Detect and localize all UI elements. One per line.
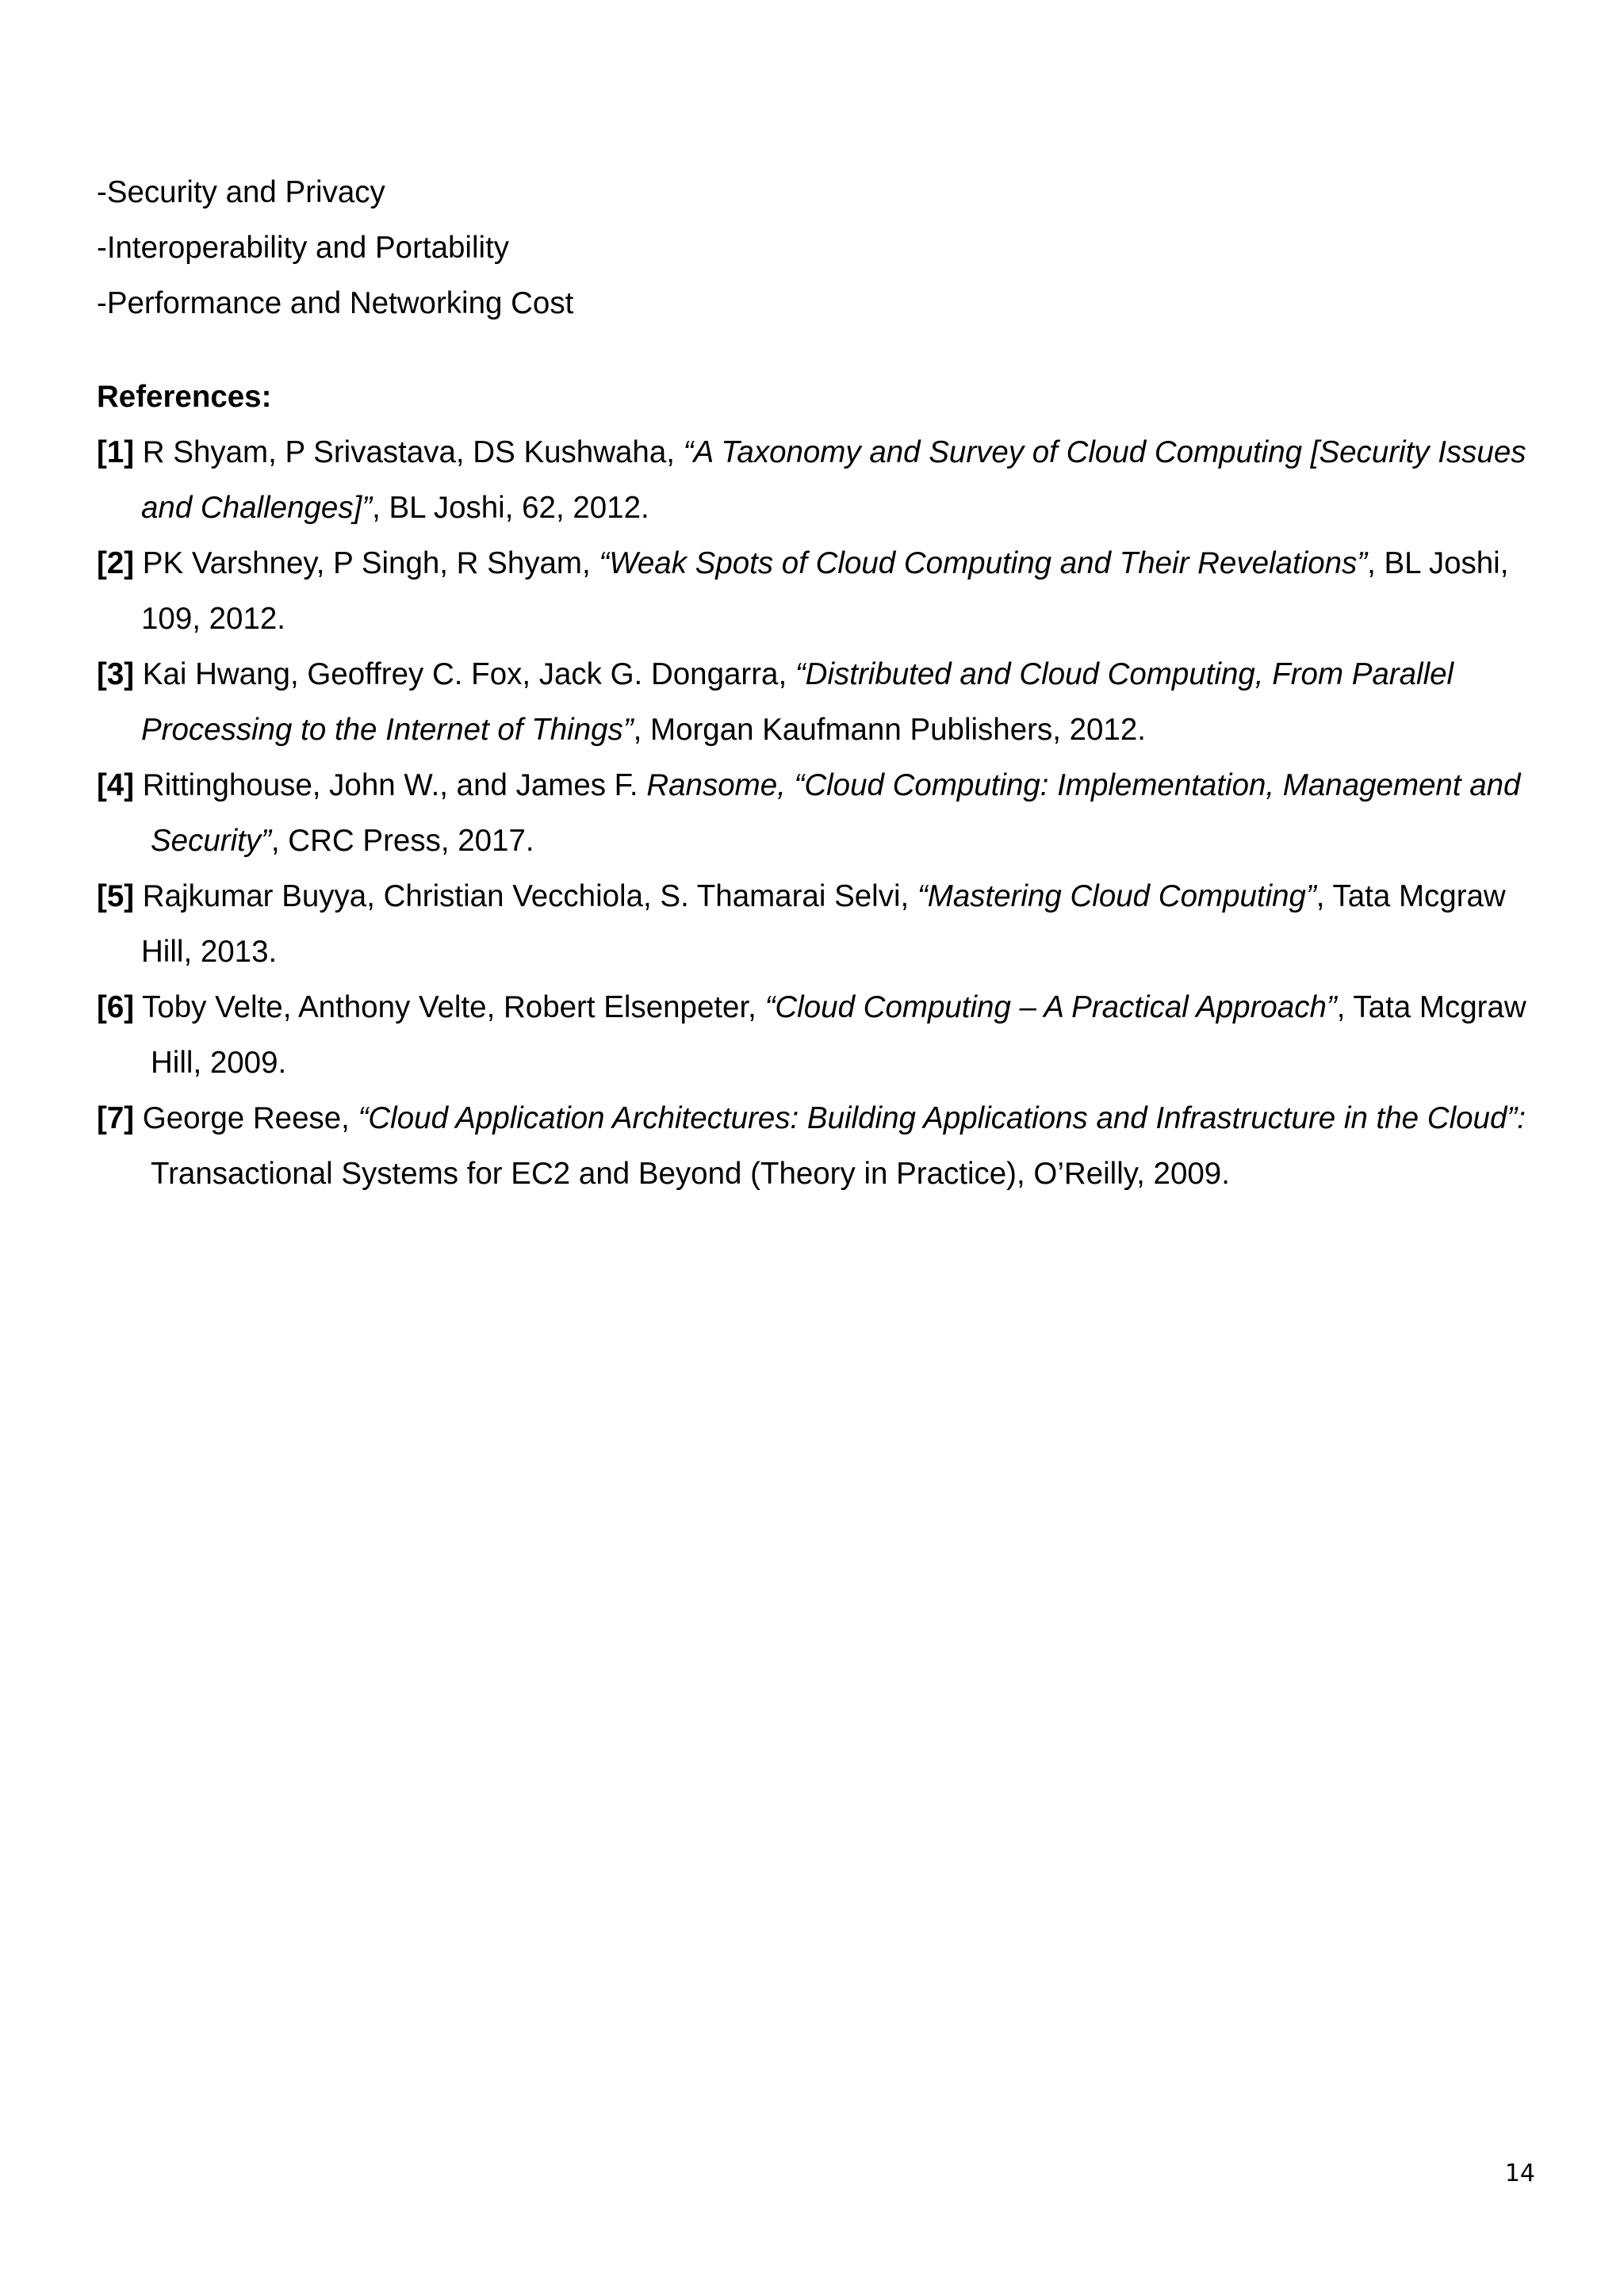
reference-authors: R Shyam, P Srivastava, DS Kushwaha, (134, 435, 684, 469)
reference-number: [1] (97, 435, 135, 469)
references-heading: References: (97, 380, 272, 414)
reference-source: , BL Joshi, 109, 2012. (141, 546, 1509, 636)
reference-item (97, 869, 1548, 980)
reference-authors: George Reese, (134, 1101, 358, 1135)
reference-number: [6] (97, 990, 135, 1024)
reference-source: , BL Joshi, 62, 2012. (372, 491, 649, 525)
reference-source: , Tata Mcgraw Hill, 2009. (151, 990, 1526, 1080)
page-number: 14 (1504, 2160, 1535, 2187)
reference-title: “A Taxonomy and Survey of Cloud Computing [Security Issues and Challenges]” (141, 435, 1526, 525)
reference-item (97, 647, 1548, 758)
reference-source: Transactional Systems for EC2 and Beyond (Theory in Practice), O’Reilly, 2009. (151, 1157, 1230, 1191)
reference-title: “Cloud Computing – A Practical Approach” (764, 990, 1337, 1024)
reference-number: [3] (97, 657, 135, 691)
reference-number: [4] (97, 768, 135, 802)
list-item: -Security and Privacy (97, 175, 385, 209)
reference-number: [7] (97, 1101, 135, 1135)
reference-title: “Mastering Cloud Computing” (917, 879, 1316, 913)
reference-title: “Cloud Application Architectures: Building Applications and Infrastructure in the Cloud”: (358, 1101, 1526, 1135)
reference-item (97, 758, 1548, 869)
reference-authors: Toby Velte, Anthony Velte, Robert Elsenpeter, (134, 990, 765, 1024)
page-content (97, 165, 1548, 1202)
references-list (97, 425, 1548, 1202)
reference-title: Ransome, “Cloud Computing: Implementation, Management and Security” (151, 768, 1521, 858)
list-item: -Performance and Networking Cost (97, 286, 574, 320)
reference-item (97, 980, 1548, 1091)
reference-authors: Kai Hwang, Geoffrey C. Fox, Jack G. Dongarra, (134, 657, 795, 691)
reference-source: , CRC Press, 2017. (270, 824, 534, 858)
reference-authors: Rajkumar Buyya, Christian Vecchiola, S. Thamarai Selvi, (134, 879, 917, 913)
reference-item (97, 1091, 1548, 1202)
reference-source: , Tata Mcgraw Hill, 2013. (141, 879, 1506, 969)
list-item: -Interoperability and Portability (97, 231, 510, 265)
reference-authors: PK Varshney, P Singh, R Shyam, (134, 546, 599, 580)
reference-authors: Rittinghouse, John W., and James F. (134, 768, 647, 802)
reference-source: , Morgan Kaufmann Publishers, 2012. (633, 713, 1146, 747)
reference-number: [2] (97, 546, 135, 580)
reference-title: “Weak Spots of Cloud Computing and Their Revelations” (599, 546, 1368, 580)
reference-title: “Distributed and Cloud Computing, From Parallel Processing to the Internet of Things” (141, 657, 1454, 747)
reference-number: [5] (97, 879, 135, 913)
reference-item (97, 536, 1548, 647)
reference-item (97, 425, 1548, 536)
challenges-list (97, 165, 1548, 331)
